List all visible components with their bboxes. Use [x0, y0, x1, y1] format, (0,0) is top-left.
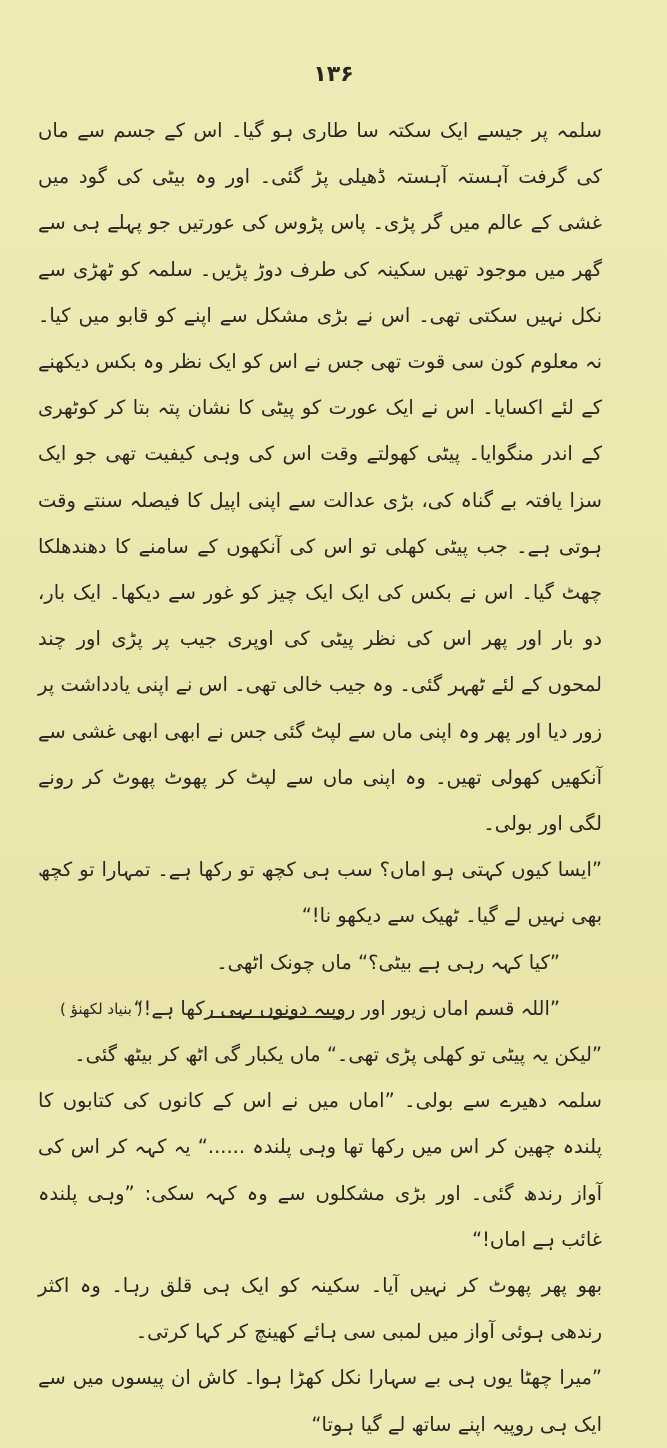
paragraph: بھو پھر پھوٹ کر نہیں آیا۔ سکینہ کو ایک ہی قلق رہا۔ وہ اکثر رندھی ہوئی آواز میں لمبی سی ہائے کھینچ کر کہا کرتی۔: [38, 1274, 602, 1344]
paragraph: ”ایسا کیوں کہتی ہو اماں؟ سب ہی کچھ تو رکھا ہے۔ تمہارا تو کچھ بھی نہیں لے گیا۔ ٹھیک سے دیکھو نا!“: [38, 858, 602, 928]
source-citation: ( بنیاد لکھنؤ ): [60, 1000, 143, 1018]
paragraph: سلمہ پر جیسے ایک سکتہ سا طاری ہو گیا۔ اس کے جسم سے ماں کی گرفت آہستہ آہستہ ڈھیلی پڑ گئی۔ اور وہ بیٹی کی گود میں غشی کے عالم میں گر پڑی۔ پاس پڑوس کی عورتیں جو پہلے ہی سے گھر میں موجود تھیں سکینہ کی طرف دوڑ پڑیں۔ سلمہ کو ٹھڑی سے نکل نہیں سکتی تھی۔ اس نے بڑی مشکل سے اپنے کو قابو میں کیا۔ نہ معلوم کون سی قوت تھی جس نے اس کو ایک نظر وہ بکس دیکھنے کے لئے اکسایا۔ اس نے ایک عورت کو پیٹی کا نشان پتہ بتا کر کوٹھری کے اندر منگوایا۔ پیٹی کھولتے وقت اس کی وہی کیفیت تھی جو ایک سزا یافتہ بے گناہ کی، بڑی عدالت سے اپنی اپیل کا فیصلہ سنتے وقت ہوتی ہے۔ جب پیٹی کھلی تو اس کی آنکھوں کے سامنے کا دھندھلکا چھٹ گیا۔ اس نے بکس کی ایک ایک چیز کو غور سے دیکھا۔ ایک بار، دو بار اور پھر اس کی نظر پیٹی کی اوپری جیب پر پڑی اور چند لمحوں کے لئے ٹھہر گئی۔ وہ جیب خالی تھی۔ اس نے اپنی یادداشت پر زور دیا اور پھر وہ اپنی ماں سے لپٹ گئی جس نے ابھی ابھی غشی سے آنکھیں کھولی تھیں۔ وہ اپنی ماں سے لپٹ کر پھوٹ پھوٹ کر رونے لگی اور بولی۔: [38, 119, 602, 836]
paragraph: ”لیکن یہ پیٹی تو کھلی پڑی تھی۔“ ماں یکبار گی اٹھ کر بیٹھ گئی۔: [74, 1043, 602, 1067]
paragraph: ”اللہ قسم اماں زیور اور روپیہ دونوں یہی رکھا ہے!“: [133, 996, 560, 1020]
story-text: [38, 108, 630, 1448]
paragraph: ”میرا چھٹا یوں ہی بے سہارا نکل کھڑا ہوا۔ کاش ان پیسوں میں سے ایک ہی روپیہ اپنے ساتھ لے گیا ہوتا“: [38, 1366, 602, 1436]
page-footer: [60, 1000, 480, 1040]
paragraph: سلمہ دھیرے سے بولی۔ ”اماں میں نے اس کے کانوں کی کتابوں کا پلندہ چھین کر اس میں رکھا تھا وہی پلندہ ......“ یہ کہہ کر اس کی آواز رندھ گئی۔ اور بڑی مشکلوں سے وہ کہہ سکی: ”وہی پلندہ غائب ہے اماں!“: [38, 1089, 602, 1251]
paragraph: ”کیا کہہ رہی ہے بیٹی؟“ ماں چونک اٹھی۔: [216, 950, 560, 974]
end-rule: [210, 1016, 340, 1018]
page-number: ۱۳۶: [313, 62, 354, 87]
